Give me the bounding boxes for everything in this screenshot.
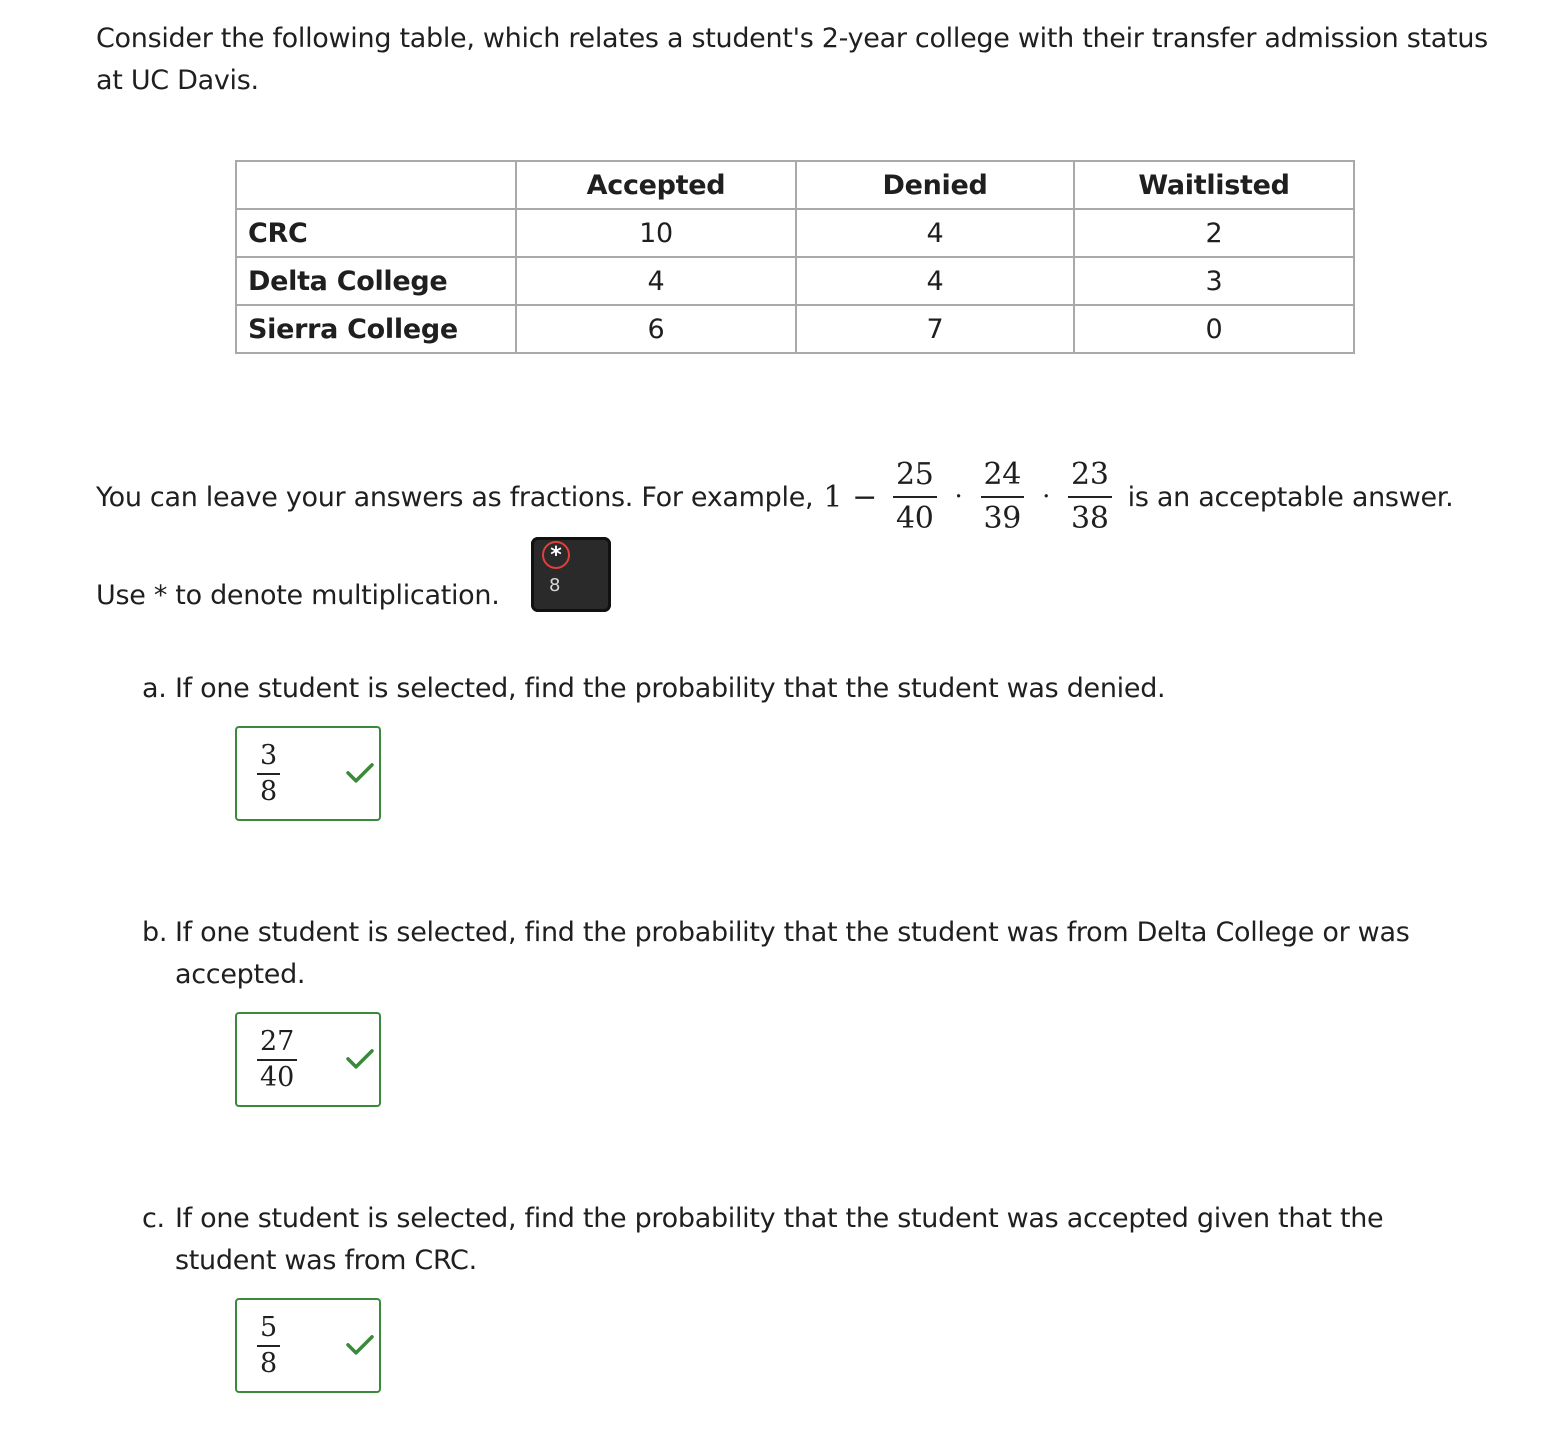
table-header-waitlisted: Waitlisted (1074, 161, 1354, 209)
row-label-sierra-college: Sierra College (236, 305, 516, 353)
example-dot: · (954, 482, 963, 512)
answer-denominator: 8 (260, 1347, 278, 1379)
fraction-numerator: 25 (893, 458, 937, 498)
fraction-denominator: 38 (1071, 501, 1109, 536)
example-fraction-1 (893, 458, 937, 536)
row-label-crc: CRC (236, 209, 516, 257)
fraction-numerator: 23 (1068, 458, 1112, 498)
table-header-blank (236, 161, 516, 209)
answer-numerator: 27 (257, 1026, 297, 1061)
example-fraction-3 (1068, 458, 1112, 536)
answer-fraction (257, 1312, 280, 1380)
fraction-denominator: 39 (983, 501, 1022, 536)
question-c (142, 1198, 1482, 1282)
multiplication-hint: Use * to denote multiplication. (96, 580, 500, 611)
answer-numerator: 5 (257, 1312, 280, 1347)
example-one: 1 (823, 479, 843, 515)
answer-denominator: 40 (260, 1061, 295, 1093)
table-cell: 10 (516, 209, 796, 257)
question-label: b. (142, 917, 168, 948)
answer-field-b[interactable] (235, 1012, 381, 1107)
example-suffix: is an acceptable answer. (1127, 481, 1454, 513)
table-row (236, 305, 1354, 353)
table-header-row (236, 161, 1354, 209)
question-text-continued: accepted. (175, 959, 306, 990)
table-cell: 0 (1074, 305, 1354, 353)
question-label: c. (142, 1203, 165, 1234)
checkmark-icon (345, 1333, 375, 1355)
table-row (236, 209, 1354, 257)
table-cell: 3 (1074, 257, 1354, 305)
table-header-denied: Denied (796, 161, 1074, 209)
intro-text: Consider the following table, which relates a student's 2-year college with their transfer admission status at UC Davis. (96, 23, 1488, 96)
answer-numerator: 3 (257, 740, 280, 775)
table-row (236, 257, 1354, 305)
admission-table (235, 160, 1355, 354)
fraction-example (96, 452, 1453, 542)
asterisk-key-image (531, 537, 611, 612)
example-minus: − (852, 479, 877, 515)
question-text: If one student is selected, find the probability that the student was denied. (175, 673, 1166, 704)
question-label: a. (142, 673, 167, 704)
question-text-continued: student was from CRC. (175, 1245, 477, 1276)
table-cell: 4 (796, 257, 1074, 305)
example-prefix: You can leave your answers as fractions. For example, (96, 481, 814, 513)
answer-fraction (257, 1026, 297, 1094)
question-text: If one student is selected, find the probability that the student was accepted given that the (175, 1203, 1384, 1234)
question-b (142, 912, 1482, 996)
example-dot: · (1042, 482, 1051, 512)
checkmark-icon (345, 761, 375, 783)
table-cell: 2 (1074, 209, 1354, 257)
question-text: If one student is selected, find the probability that the student was from Delta College or was (175, 917, 1410, 948)
answer-field-a[interactable] (235, 726, 381, 821)
example-fraction-2 (981, 458, 1025, 536)
table-header-accepted: Accepted (516, 161, 796, 209)
table-cell: 4 (516, 257, 796, 305)
answer-field-c[interactable] (235, 1298, 381, 1393)
key-number: 8 (549, 575, 561, 596)
checkmark-icon (345, 1047, 375, 1069)
fraction-numerator: 24 (981, 458, 1025, 498)
table-cell: 4 (796, 209, 1074, 257)
question-a (142, 668, 1482, 710)
table-cell: 7 (796, 305, 1074, 353)
fraction-denominator: 40 (895, 501, 934, 536)
table-cell: 6 (516, 305, 796, 353)
answer-denominator: 8 (260, 775, 278, 807)
asterisk-icon: * (542, 541, 570, 569)
row-label-delta-college: Delta College (236, 257, 516, 305)
answer-fraction (257, 740, 280, 808)
